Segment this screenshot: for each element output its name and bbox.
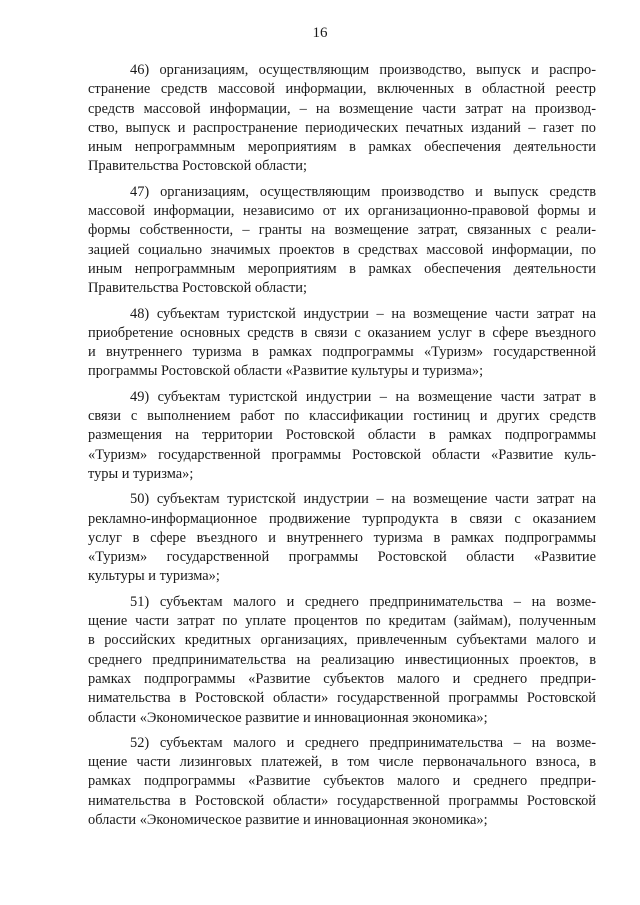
text-line: связи с выполнением работ по классификации гостиниц и других средств	[88, 408, 596, 425]
list-item-52	[88, 734, 596, 830]
text-line: культуры и туризма»;	[88, 568, 220, 585]
text-line: рамках подпрограммы «Развитие субъектов малого и среднего предпри-	[88, 670, 596, 687]
text-line: странение средств массовой информации, включенных в областной реестр	[88, 81, 596, 98]
text-line: 46) организациям, осуществляющим производство, выпуск и распро-	[130, 62, 596, 78]
text-line: среднего предпринимательства на реализацию инвестиционных проектов, в	[88, 651, 596, 668]
text-line: области «Экономическое развитие и инновационная экономика»;	[88, 709, 488, 726]
text-line: 48) субъектам туристской индустрии – на возмещение части затрат на	[130, 305, 596, 322]
text-line: средств массовой информации, – на возмещение части затрат на производ-	[88, 100, 596, 117]
text-line: массовой информации, независимо от их организационно-правовой формы и	[88, 203, 596, 220]
text-line: и внутреннего туризма в рамках подпрограммы «Туризм» государственной	[88, 344, 596, 361]
text-line: Правительства Ростовской области;	[88, 280, 307, 297]
list-item-47	[88, 183, 596, 299]
text-line: области «Экономическое развитие и инновационная экономика»;	[88, 811, 488, 828]
text-line: иным непрограммным мероприятиям в рамках обеспечения деятельности	[88, 139, 596, 156]
text-line: 47) организациям, осуществляющим производство и выпуск средств	[130, 183, 596, 200]
list-item-50	[88, 490, 596, 586]
text-line: формы собственности, – гранты на возмещение затрат, связанных с реали-	[88, 222, 596, 239]
text-line: 49) субъектам туристской индустрии – на возмещение части затрат в	[130, 388, 596, 405]
text-line: иным непрограммным мероприятиям в рамках обеспечения деятельности	[88, 260, 596, 277]
text-line: туры и туризма»;	[88, 465, 194, 482]
document-body	[88, 61, 596, 836]
text-line: «Туризм» государственной программы Ростовской области «Развитие	[88, 549, 596, 566]
text-line: программы Ростовской области «Развитие культуры и туризма»;	[88, 363, 484, 380]
text-line: зацией социально значимых проектов в средствах массовой информации, по	[88, 241, 596, 258]
list-item-49	[88, 388, 596, 484]
text-line: нимательства в Ростовской области» государственной программы Ростовской	[88, 792, 596, 809]
text-line: приобретение основных средств в связи с оказанием услуг в сфере въездного	[88, 324, 596, 341]
list-item-46	[88, 61, 596, 177]
list-item-51	[88, 593, 596, 728]
text-line: услуг в сфере въездного и внутреннего туризма в рамках подпрограммы	[88, 529, 596, 546]
text-line: 51) субъектам малого и среднего предпринимательства – на возме-	[130, 593, 596, 610]
text-line: щение части затрат по уплате процентов по кредитам (займам), полученным	[88, 613, 596, 630]
text-line: ство, выпуск и распространение периодических печатных изданий – газет по	[88, 119, 596, 136]
text-line: Правительства Ростовской области;	[88, 158, 307, 175]
text-line: 52) субъектам малого и среднего предпринимательства – на возме-	[130, 734, 596, 751]
text-line: нимательства в Ростовской области» государственной программы Ростовской	[88, 690, 596, 707]
text-line: размещения на территории Ростовской области в рамках подпрограммы	[88, 427, 596, 444]
text-line: в российских кредитных организациях, привлеченным субъектами малого и	[88, 632, 596, 649]
text-line: рамках подпрограммы «Развитие субъектов малого и среднего предпри-	[88, 773, 596, 790]
text-line: 50) субъектам туристской индустрии – на возмещение части затрат на	[130, 491, 596, 508]
page-number: 16	[312, 25, 328, 41]
text-line: щение части лизинговых платежей, в том числе первоначального взноса, в	[88, 754, 596, 771]
text-line: рекламно-информационное продвижение турпродукта в связи с оказанием	[88, 510, 596, 527]
text-line: «Туризм» государственной программы Ростовской области «Развитие куль-	[88, 446, 596, 463]
list-item-48	[88, 305, 596, 382]
